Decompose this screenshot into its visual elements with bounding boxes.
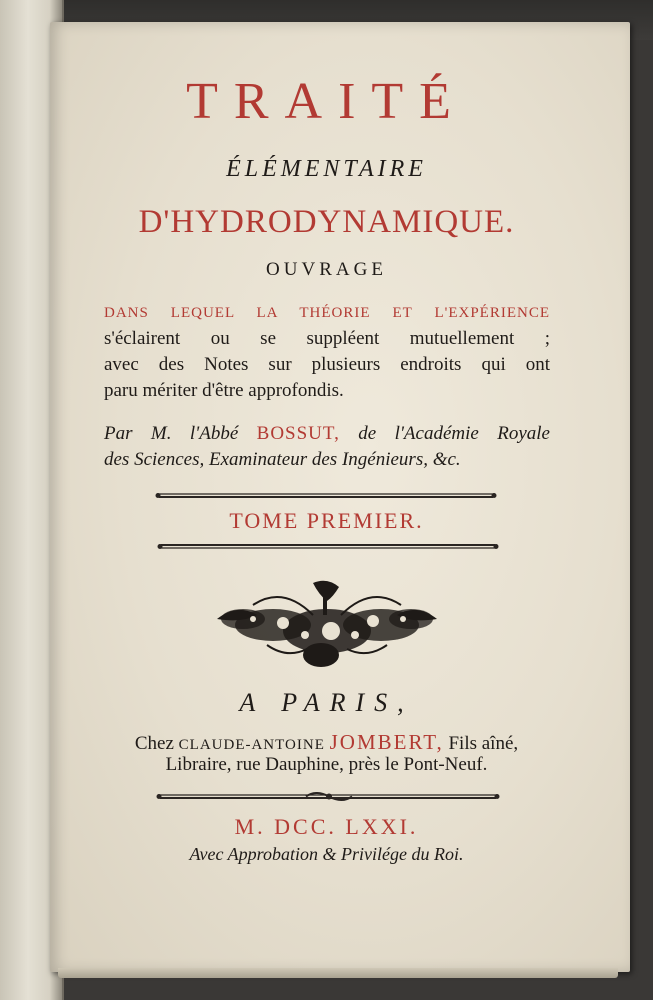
floral-trophy-vignette-icon (213, 575, 441, 673)
ouvrage-label: OUVRAGE (266, 259, 387, 280)
printer-first-names: CLAUDE-ANTOINE (178, 737, 325, 753)
imprint-city: A PARIS, (239, 688, 414, 717)
description-paragraph (104, 300, 550, 404)
author-line-2: des Sciences, Examinateur des Ingénieurs, &c. (104, 449, 461, 470)
description-line-2: s'éclairent ou se suppléent mutuellement ; (104, 328, 550, 349)
page-bottom-edge (58, 968, 618, 978)
description-line-3: avec des Notes sur plusieurs endroits qui ont (104, 354, 550, 375)
description-line-4: paru mériter d'être approfondis. (104, 380, 344, 401)
subtitle-elementaire: ÉLÉMENTAIRE (226, 156, 427, 182)
imprint-chez: Chez (134, 733, 179, 754)
main-title: TRAITÉ (186, 73, 467, 130)
author-name: BOSSUT, (256, 423, 340, 444)
volume-label: TOME PREMIER. (229, 508, 424, 533)
imprint-line-2: Libraire, rue Dauphine, près le Pont-Neuf. (165, 754, 488, 775)
imprint-line-1 (0, 730, 653, 755)
royal-privilege: Avec Approbation & Privilége du Roi. (189, 844, 464, 864)
description-lead: DANS LEQUEL LA THÉORIE ET L'EXPÉRIENCE (104, 305, 550, 321)
top-rule (155, 492, 497, 500)
subtitle-hydrodynamique: D'HYDRODYNAMIQUE. (138, 204, 515, 240)
author-line-1 (104, 421, 550, 447)
author-suffix: de l'Académie Royale (339, 423, 550, 444)
printer-name: JOMBERT, (329, 730, 444, 754)
bottom-rule (156, 792, 502, 800)
author-paragraph (104, 421, 550, 473)
middle-rule (157, 543, 499, 551)
author-prefix: Par M. l'Abbé (104, 423, 257, 444)
publication-year: M. DCC. LXXI. (234, 814, 419, 839)
printer-suffix: Fils aîné, (443, 733, 519, 754)
